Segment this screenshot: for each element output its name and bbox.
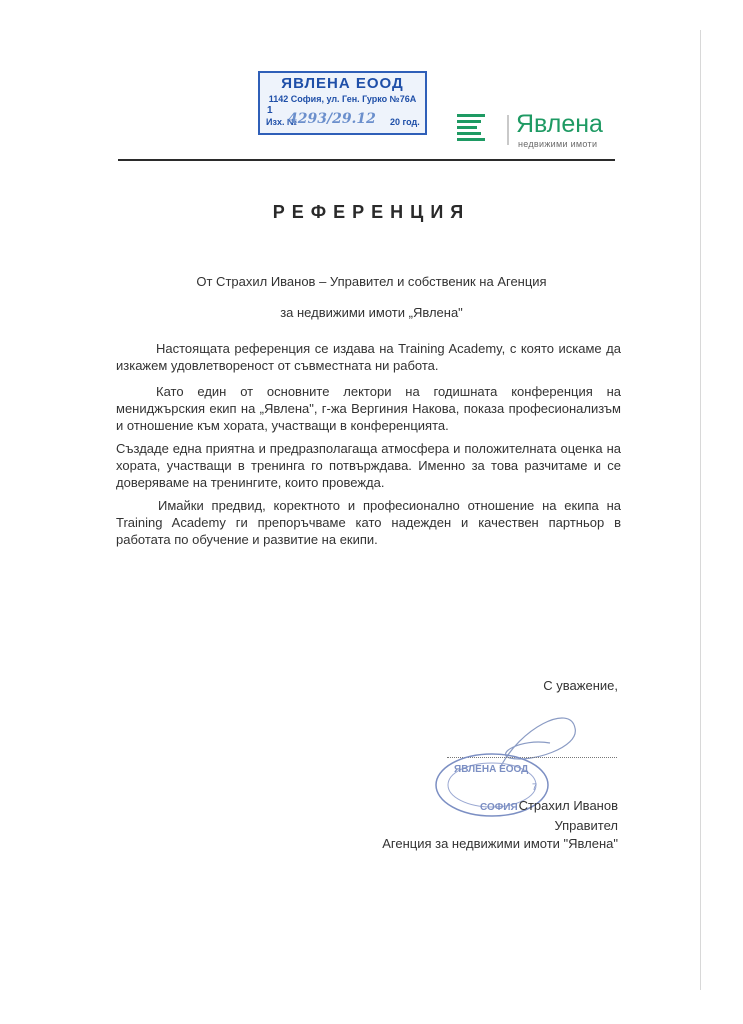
body-paragraph-2: Като един от основните лектори на годишната конференция на мениджърския екип на „Явлена", г-жа Вергиния Накова, показа професионализъм и отношение към хората, участващи в конференцията. bbox=[116, 384, 621, 433]
stamp-year-label bbox=[390, 117, 420, 127]
from-line-1: От Страхил Иванов – Управител и собственик на Агенция bbox=[196, 274, 547, 289]
body-paragraph-4: Имайки предвид, коректното и професионално отношение на екипа на Training Academy ги препоръчваме като надежден и качествен партньор в работата по обучение и развитие на екипи. bbox=[116, 498, 621, 547]
company-logo bbox=[455, 110, 615, 150]
stamp-company: ЯВЛЕНА ЕООД bbox=[281, 75, 404, 92]
signer-position: Управител bbox=[554, 818, 618, 833]
stamp-year-word: год. bbox=[402, 117, 420, 127]
body-paragraph-1: Настоящата референция се издава на Training Academy, с която искаме да изкажем удовлетвореност от съвместната ни работа. bbox=[116, 341, 621, 373]
header-divider bbox=[118, 159, 615, 161]
stamp-address: 1142 София, ул. Ген. Гурко №76А bbox=[268, 94, 417, 104]
seal-bottom-text: СОФИЯ bbox=[480, 802, 518, 813]
stamp-year-prefix: 20 bbox=[390, 117, 401, 127]
logo-tagline: недвижими имоти bbox=[518, 139, 598, 149]
document-title: РЕФЕРЕНЦИЯ bbox=[272, 202, 471, 222]
closing-regards: С уважение, bbox=[543, 678, 618, 693]
body-paragraph-3: Създаде една приятна и предразполагаща атмосфера и положителната оценка на хората, участващи в тренинга го потвърждава. Именно за това разчитаме и се доверяваме на тренингите, които провежда. bbox=[116, 441, 621, 490]
signer-organization: Агенция за недвижими имоти "Явлена" bbox=[382, 836, 618, 851]
stamp-handwritten-number: 4293/29.12 bbox=[288, 111, 376, 127]
stamp-circle-number: 1 bbox=[267, 105, 273, 116]
seal-number: 7 bbox=[532, 782, 538, 792]
registration-stamp bbox=[258, 71, 427, 135]
stamp-outgoing-label: Изх. № bbox=[266, 117, 297, 127]
page-edge-shadow bbox=[700, 30, 701, 990]
logo-separator bbox=[507, 115, 509, 145]
logo-name: Явлена bbox=[516, 110, 603, 138]
from-line-2: за недвижими имоти „Явлена" bbox=[280, 305, 463, 320]
seal-top-text: ЯВЛЕНА ЕООД bbox=[454, 764, 529, 775]
logo-stripes-icon bbox=[455, 112, 489, 146]
signer-name: Страхил Иванов bbox=[518, 798, 618, 813]
